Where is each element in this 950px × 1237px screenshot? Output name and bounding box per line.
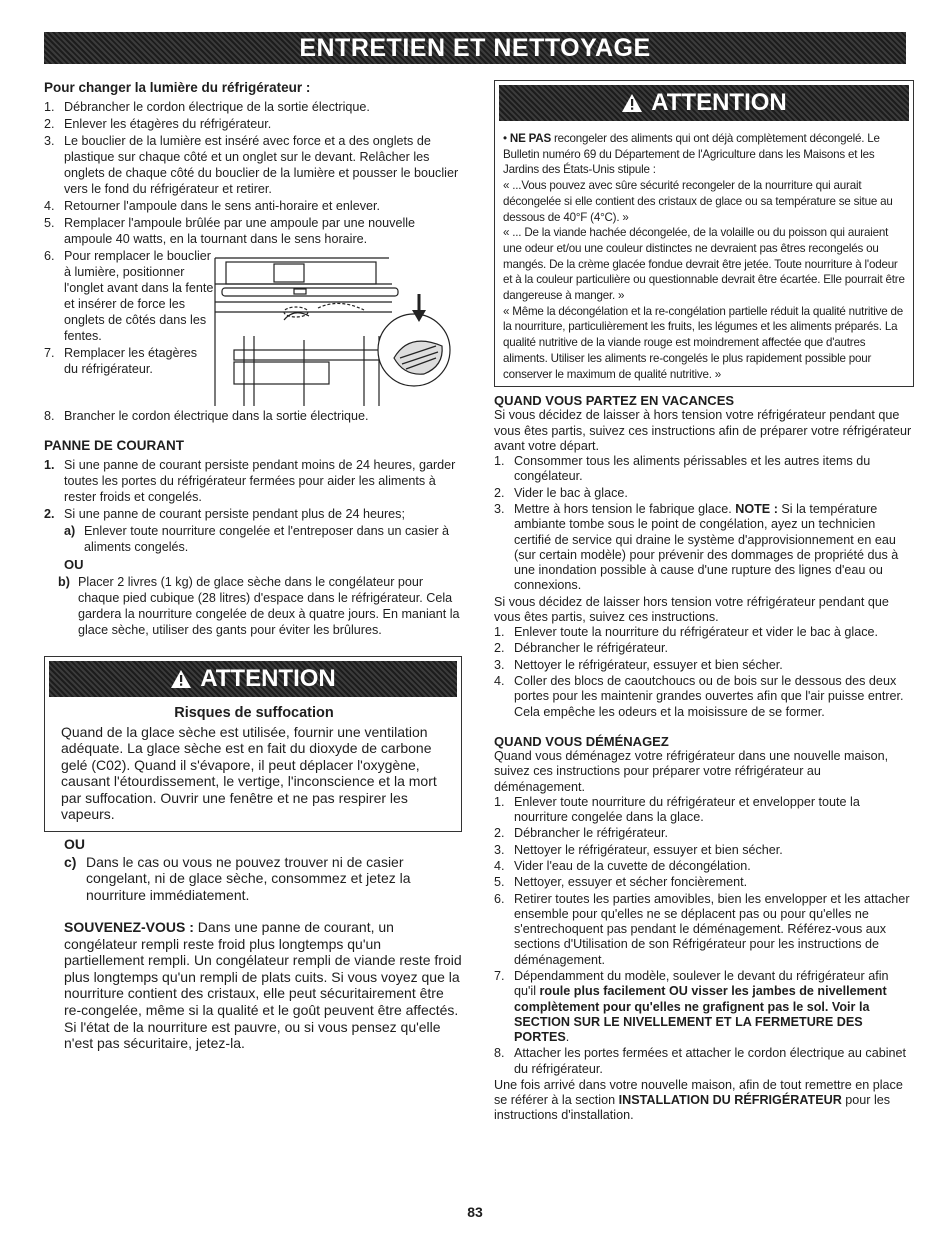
warning-header: ATTENTION bbox=[49, 661, 457, 697]
vacation-section bbox=[494, 393, 914, 720]
power-option-c: c) Dans le cas ou vous ne pouvez trouver ni de casier congelant, ni de glace sèche, consommez et jetez la nourriture immédiatement. bbox=[64, 853, 411, 903]
left-column bbox=[44, 80, 462, 1052]
list-item: 1. Enlever toute nourriture du réfrigérateur et envelopper toute la nourriture congelée dans la glace. bbox=[494, 794, 860, 825]
or-label: OU bbox=[64, 557, 84, 572]
list-item: 6. Retirer toutes les parties amovibles, bien les envelopper et les attacher ensemble pour qu'elles ne se déplacent pas ou pour qu'elles ne s'entrechoquent pas pendant le déménagement. Référez-vous aux sections d'Utilisation de son Réfrigérateur pour les instructions de déménagement. bbox=[494, 891, 910, 967]
power-option-a: a) Enlever toute nourriture congelée et l'entreposer dans un casier à aliments congelés. bbox=[64, 524, 450, 554]
light-section-title: Pour changer la lumière du réfrigérateur : bbox=[44, 80, 311, 95]
fridge-light-illustration bbox=[214, 250, 454, 410]
list-item: 3. Nettoyer le réfrigérateur, essuyer et bien sécher. bbox=[494, 842, 783, 857]
warning-quote: « Même la décongélation et la re-congélation partielle réduit la qualité nutritive de la nourriture, particulièrement les fruits, les légumes et les aliments préparés. La qualité nutritive de la viande rouge est moindrement affectée que d'autres aliments. Utiliser les aliments re-congelés le plus rapidement possible pour conserver le maximum de qualité nutritive. » bbox=[503, 304, 903, 381]
list-item: 5. Nettoyer, essuyer et sécher foncièrement. bbox=[494, 875, 748, 890]
list-item: 2. Débrancher le réfrigérateur. bbox=[494, 641, 669, 656]
list-item: 2. Vider le bac à glace. bbox=[494, 485, 628, 500]
list-item: 8. Brancher le cordon électrique dans la sortie électrique. bbox=[44, 409, 369, 423]
warning-text: Quand de la glace sèche est utilisée, fournir une ventilation adéquate. La glace sèche est en fait du dioxyde de carbone gelé (C02). Quand il s'évapore, il peut déplacer l'oxygène, causant l'étourdissement, le vertige, l'inconscience et la mort par suffocation. Ouvrir une fenêtre et ne pas respirer les vapeurs. bbox=[61, 723, 437, 822]
list-item: 1. Si une panne de courant persiste pendant moins de 24 heures, garder toutes les portes du réfrigérateur fermées pour aider les aliments à rester froids et congelés. bbox=[44, 458, 456, 504]
list-item: 4. Retourner l'ampoule dans le sens anti-horaire et enlever. bbox=[44, 199, 381, 213]
vacation-intro: Si vous décidez de laisser à hors tension votre réfrigérateur pendant que vous êtes partis, suivez ces instructions afin de préparer votre réfrigérateur avant votre départ. bbox=[494, 408, 912, 453]
right-column bbox=[494, 80, 914, 1124]
vacation-steps-2 bbox=[494, 625, 914, 720]
vacation-intro-2: Si vous décidez de laisser hors tension votre réfrigérateur pendant que vous êtes partis, suivez ces instructions. bbox=[494, 594, 889, 624]
warning-paragraph: • NE PAS recongeler des aliments qui ont déjà complètement décongelé. Le Bulletin numéro 69 du Département de l'Agriculture dans les Maisons et les Jardins des États-Unis stipule : bbox=[503, 132, 880, 177]
list-item: 3. Le bouclier de la lumière est inséré avec force et a des onglets de plastique sur chaque côté et un onglet sur le devant. Relâcher les onglets de chaque côté du bouclier de la lumière et pousser le bouclier vers le fond du réfrigérateur et retirer. bbox=[44, 134, 459, 196]
list-item: 3. Nettoyer le réfrigérateur, essuyer et bien sécher. bbox=[494, 657, 783, 672]
vacation-steps bbox=[494, 454, 914, 594]
warning-triangle-icon bbox=[170, 669, 192, 689]
list-item: 1. Débrancher le cordon électrique de la sortie électrique. bbox=[44, 100, 370, 114]
list-item: 4. Coller des blocs de caoutchoucs ou de bois sur le dessous des deux portes pour les maintenir grandes ouvertes afin que l'air puisse entrer. Cela empêche les odeurs et la moisissure de se former. bbox=[494, 674, 904, 719]
or-label-2: OU bbox=[64, 835, 85, 852]
list-item: 3. Mettre à hors tension le fabrique glace. NOTE : Si la température ambiante tombe sous le point de congélation, ayez un technicien certifié de service qui draine le système d'approvisionnement en eau (sur certain modèle) pour prévenir des dommages de propriété dus à une inondation possible à cause d'une rupture des lignes d'eau ou connexions. bbox=[494, 501, 899, 593]
list-item: 5. Remplacer l'ampoule brûlée par une ampoule par une nouvelle ampoule 40 watts, en la tournant dans le sens horaire. bbox=[44, 216, 416, 246]
warning-triangle-icon bbox=[621, 93, 643, 113]
light-figure-area bbox=[44, 248, 462, 408]
refreeze-warning-box bbox=[494, 80, 914, 387]
section-banner: ENTRETIEN ET NETTOYAGE bbox=[44, 32, 906, 64]
page-number: 83 bbox=[467, 1204, 483, 1220]
list-item: 4. Vider l'eau de la cuvette de décongélation. bbox=[494, 858, 751, 873]
moving-section bbox=[494, 734, 914, 1124]
moving-steps bbox=[494, 795, 914, 1077]
power-steps bbox=[44, 457, 462, 522]
warning-quote: « ...Vous pouvez avec sûre sécurité recongeler de la nourriture qui aurait décongelée si elle contient des cristaux de glace ou sa température se situe au dessous de 40°F (4°C). » bbox=[503, 179, 893, 224]
moving-title: QUAND VOUS DÉMÉNAGEZ bbox=[494, 733, 669, 749]
power-option-b: b) Placer 2 livres (1 kg) de glace sèche dans le congélateur pour chaque pied cubique (28 litres) d'espace dans le réfrigérateur. Cela gardera la nourriture congelée de deux à quatre jours. En maniant la glace sèche, utiliser des gants pour éviter les brûlures. bbox=[58, 575, 460, 637]
reminder-paragraph: SOUVENEZ-VOUS : Dans une panne de courant, un congélateur rempli reste froid plus longtemps qu'un partiellement rempli. Un congélateur rempli de viande reste froid plus longtemps qu'un rempli de plats cuits. Si vous voyez que la nourriture contient des cristaux, elle peut sécuritairement être re-congelée, même si la qualité et le goût peuvent être affectés. Si l'état de la nourriture est pauvre, ou si vous pensez qu'elle n'est pas sécuritaire, jetez-la. bbox=[64, 919, 462, 1052]
moving-outro: Une fois arrivé dans votre nouvelle maison, afin de tout remettre en place se référer à la section INSTALLATION DU RÉFRIGÉRATEUR pour les instructions d'installation. bbox=[494, 1078, 903, 1123]
light-steps-final bbox=[44, 408, 462, 424]
warning-header: ATTENTION bbox=[499, 85, 909, 121]
list-item: 8. Attacher les portes fermées et attacher le cordon électrique au cabinet du réfrigérateur. bbox=[494, 1046, 907, 1076]
list-item: 7. Dépendamment du modèle, soulever le devant du réfrigérateur afin qu'il roule plus facilement OU visser les jambes de nivellement complètement pour qu'elles ne grafignent pas le sol. Voir la SECTION SUR LE NIVELLEMENT ET LA FERMETURE DES PORTES. bbox=[494, 969, 889, 1045]
list-item: 2. Débrancher le réfrigérateur. bbox=[494, 826, 669, 841]
warning-quote: « ... De la viande hachée décongelée, de la volaille ou du poisson qui auraient une odeur et/ou une couleur distinctes ne devraient pas êtres recongelés ou mangés. De la crème glacée fondue devrait être jetée. Toute nourriture à l'odeur et à la couleur particulière ou questionnable devrait être écartée. Elle pourrait être dangereuse à manger. » bbox=[503, 226, 905, 303]
light-steps-continued bbox=[44, 248, 214, 378]
warning-body bbox=[45, 701, 461, 831]
list-item: 1. Enlever toute la nourriture du réfrigérateur et vider le bac à glace. bbox=[494, 625, 879, 640]
list-item: 6. Pour remplacer le bouclier à lumière, positionner l'onglet avant dans la fente et insérer de force les onglets de côtés dans les fentes. bbox=[44, 249, 214, 343]
warning-body bbox=[495, 125, 913, 386]
vacation-title: QUAND VOUS PARTEZ EN VACANCES bbox=[494, 393, 735, 409]
warning-title: Risques de suffocation bbox=[174, 705, 334, 721]
list-item: 2. Enlever les étagères du réfrigérateur. bbox=[44, 117, 272, 131]
light-steps bbox=[44, 99, 462, 247]
suffocation-warning-box bbox=[44, 656, 462, 832]
power-section-title: PANNE DE COURANT bbox=[44, 438, 185, 453]
list-item: 7. Remplacer les étagères du réfrigérateur. bbox=[44, 346, 197, 376]
list-item: 2. Si une panne de courant persiste pendant plus de 24 heures; bbox=[44, 507, 405, 521]
list-item: 1. Consommer tous les aliments périssables et les autres items du congélateur. bbox=[494, 454, 871, 484]
moving-intro: Quand vous déménagez votre réfrigérateur dans une nouvelle maison, suivez ces instructions pour préparer votre réfrigérateur au déménagement. bbox=[494, 749, 889, 794]
